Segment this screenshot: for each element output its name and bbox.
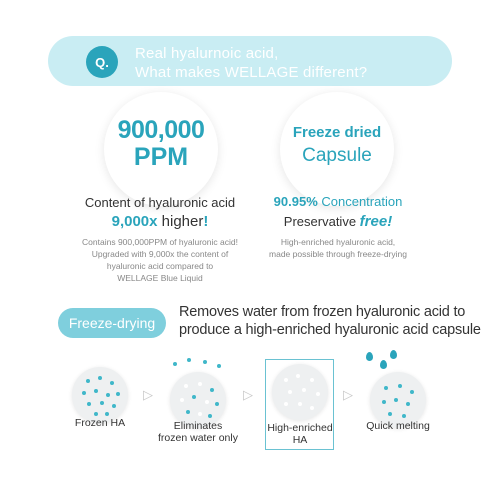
freeze-dried-label: Freeze dried [292,124,382,141]
step-label-eliminates-1: Eliminates [173,420,223,432]
freeze-desc-line-2: produce a high-enriched hyaluronic acid capsule [179,322,481,338]
right-desc-line-1: High-enriched hyaluronic acid, [280,237,396,247]
step-label-melting: Quick melting [366,420,430,432]
question-line-1: Real hyalurnoic acid, [135,45,279,62]
left-desc-line-3: hyaluronic acid compared to [106,261,214,271]
higher-accent: 9,000x [111,213,158,230]
frozen-ha-circle [72,367,128,423]
arrow-right-icon: ▷ [143,387,153,402]
higher-mark: ! [203,213,209,230]
higher-rest: higher [157,213,204,230]
step-label-frozen: Frozen HA [74,417,126,429]
left-desc-line-2: Upgraded with 9,000x the content of [91,249,229,259]
step-label-enriched-2: HA [292,434,308,446]
hyaluronic-content-heading: Content of hyaluronic acid [84,195,236,210]
freeze-desc-line-1: Removes water from frozen hyaluronic acid to [179,304,466,320]
capsule-label: Capsule [302,145,372,166]
concentration-label: Concentration [317,194,403,209]
floating-water-dots [165,356,235,370]
right-desc-line-2: made possible through freeze-drying [269,249,407,259]
concentration-heading [243,194,433,209]
q-badge: Q. [86,46,118,78]
arrow-right-icon: ▷ [343,387,353,402]
step-label-enriched-1: High-enriched [267,422,333,434]
arrow-right-icon: ▷ [243,387,253,402]
freeze-drying-pill: Freeze-drying [58,308,166,338]
step-label-eliminates-2: frozen water only [158,432,238,444]
high-enriched-circle [272,364,328,420]
left-desc-line-4: WELLAGE Blue Liquid [117,273,203,283]
ppm-unit: PPM [133,143,189,171]
preservative-text: Preservative [283,214,360,229]
preservative-free [243,213,433,230]
higher-highlight [60,213,260,230]
ppm-value: 900,000 [117,116,205,144]
question-line-2: What makes WELLAGE different? [135,64,368,81]
left-desc-line-1: Contains 900,000PPM of hyaluronic acid! [82,237,238,247]
concentration-value: 90.95% [273,194,318,209]
free-accent: free! [359,213,393,230]
